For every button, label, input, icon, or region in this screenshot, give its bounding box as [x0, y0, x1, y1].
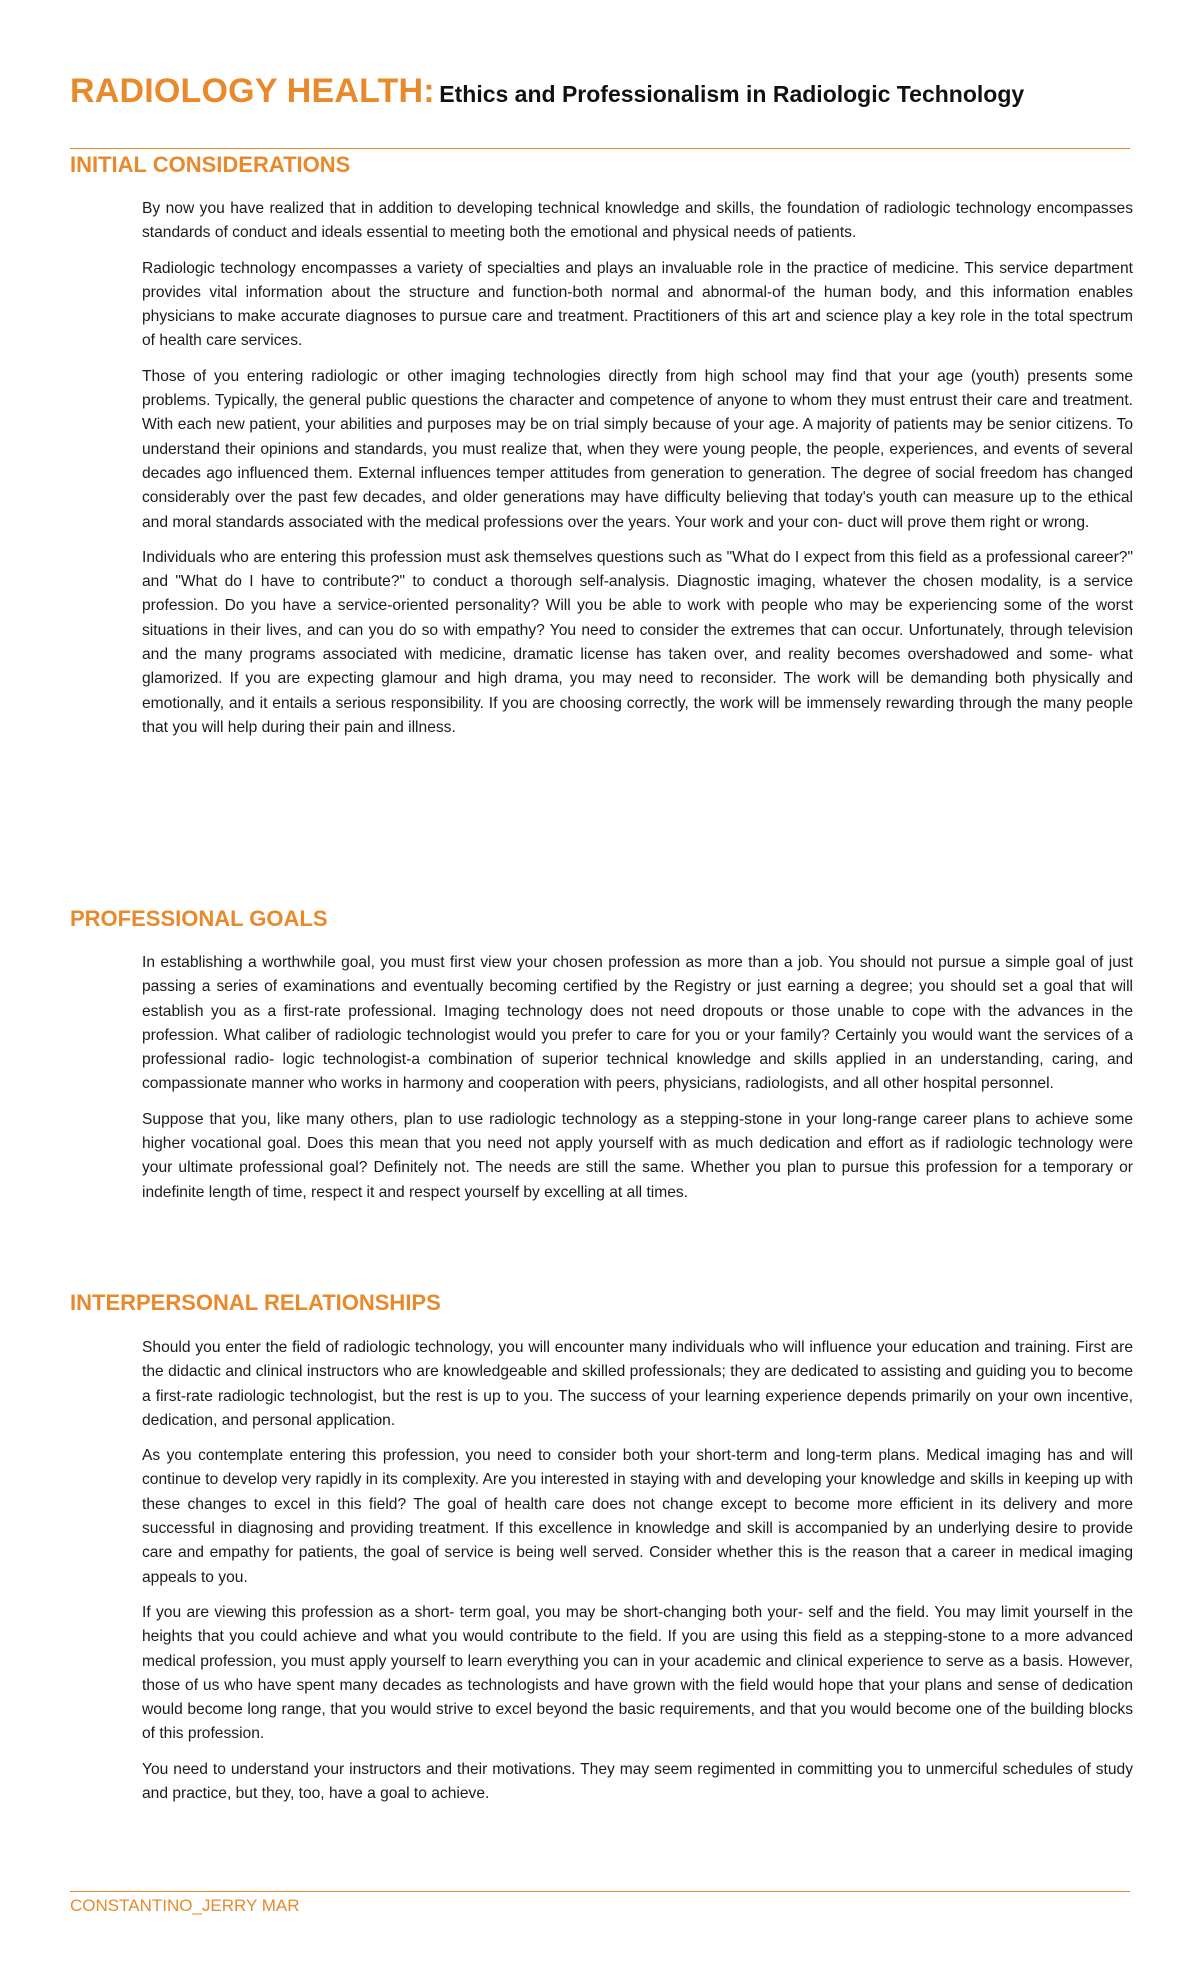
page-header: [70, 72, 1130, 111]
paragraph: If you are viewing this profession as a short- term goal, you may be short-changing both your- self and the field. You may limit yourself in the heights that you could achieve and what you would contribute to the field. If you are using this field as a stepping-stone to a more advanced medical profession, you must apply yourself to learn everything you can in your academic and clinical experience to serve as a basis. However, those of us who have spent many decades as technologists and have grown with the field would hope that your plans and sense of dedication would become long range, that you would strive to excel beyond the basic requirements, and that you would become one of the building blocks of this profession.: [142, 1603, 1133, 1743]
section-body-professional-goals: [142, 951, 1133, 1216]
paragraph: Radiologic technology encompasses a variety of specialties and plays an invaluable role in the practice of medicine. This service department provides vital information about the structure and function-both normal and abnormal-of the human body, and this information enables physicians to make accurate diagnoses to pursue care and treatment. Practitioners of this art and science play a key role in the total spectrum of health care services.: [142, 259, 1133, 350]
section-heading-professional-goals: PROFESSIONAL GOALS: [70, 906, 328, 931]
paragraph: You need to understand your instructors and their motivations. They may seem regimented in committing you to unmerciful schedules of study and practice, but they, too, have a goal to achieve.: [142, 1760, 1133, 1803]
paragraph: As you contemplate entering this profession, you need to consider both your short-term and long-term plans. Medical imaging has and will continue to develop very rapidly in its complexity. Are you interested in staying with and developing your knowledge and skills in keeping up with these changes to excel in this field? The goal of health care does not change except to become more efficient in its delivery and more successful in diagnosing and providing treatment. If this excellence in knowledge and skill is accompanied by an underlying desire to provide care and empathy for patients, the goal of service is being well served. Consider whether this is the reason that a career in medical imaging appeals to you.: [142, 1447, 1133, 1586]
paragraph: Should you enter the field of radiologic technology, you will encounter many individuals who will influence your education and training. First are the didactic and clinical instructors who are knowledgeable and skilled professionals; they are dedicated to assisting and guiding you to become a first-rate radiologic technologist, but the rest is up to you. The success of your learning experience depends primarily on your own incentive, dedication, and personal application.: [142, 1339, 1133, 1429]
document-brand-title: RADIOLOGY HEALTH:: [70, 72, 435, 110]
document-subtitle: Ethics and Professionalism in Radiologic Technology: [439, 81, 1025, 107]
paragraph: In establishing a worthwhile goal, you must first view your chosen profession as more than a job. You should not pursue a simple goal of just passing a series of examinations and eventually becoming certified by the Registry or just earning a degree; you should set a goal that will establish you as a first-rate professional. Imaging technology does not need dropouts or those unable to cope with the advances in the profession. What caliber of radiologic technologist would you prefer to care for you or your family? Certainly you would want the services of a professional radio- logic technologist-a combination of superior technical knowledge and skills applied in an understanding, caring, and compassionate manner who works in harmony and cooperation with peers, physicians, radiologists, and all other hospital personnel.: [142, 954, 1133, 1093]
paragraph: Suppose that you, like many others, plan to use radiologic technology as a stepping-stone in your long-range career plans to achieve some higher vocational goal. Does this mean that you need not apply yourself with as much dedication and effort as if radiologic technology were your ultimate professional goal? Definitely not. The needs are still the same. Whether you plan to pursue this profession for a temporary or indefinite length of time, respect it and respect yourself by excelling at all times.: [142, 1110, 1133, 1201]
paragraph: Those of you entering radiologic or other imaging technologies directly from high school may find that your age (youth) presents some problems. Typically, the general public questions the character and competence of anyone to whom they must entrust their care and treatment. With each new patient, your abilities and purposes may be on trial simply because of your age. A majority of patients may be senior citizens. To understand their opinions and standards, you must realize that, when they were young people, the people, experiences, and events of several decades ago influenced them. External influences temper attitudes from generation to generation. The degree of social freedom has changed considerably over the past few decades, and older generations may have difficulty believing that today's youth can measure up to the ethical and moral standards associated with the medical professions over the years. Your work and your con- duct will prove them right or wrong.: [142, 367, 1133, 531]
paragraph: Individuals who are entering this profession must ask themselves questions such as "What do I expect from this field as a professional career?" and "What do I have to contribute?" to conduct a thorough self-analysis. Diagnostic imaging, whatever the chosen modality, is a service profession. Do you have a service-oriented personality? Will you be able to work with people who may be experiencing some of the worst situations in their lives, and can you do so with empathy? You need to consider the extremes that can occur. Unfortunately, through television and the many programs associated with medicine, dramatic license has taken over, and reality becomes overshadowed and some- what glamorized. If you are expecting glamour and high drama, you may need to reconsider. The work will be demanding both physically and emotionally, and it entails a serious responsibility. If you are choosing correctly, the work will be immensely rewarding through the many people that you will help during their pain and illness.: [142, 548, 1133, 736]
paragraph: By now you have realized that in addition to developing technical knowledge and skills, the foundation of radiologic technology encompasses standards of conduct and ideals essential to meeting both the emotional and physical needs of patients.: [142, 200, 1133, 242]
section-body-interpersonal-relationships: [142, 1336, 1133, 1817]
footer-divider: [70, 1891, 1130, 1892]
footer-author: CONSTANTINO_JERRY MAR: [70, 1896, 300, 1915]
section-heading-interpersonal-relationships: INTERPERSONAL RELATIONSHIPS: [70, 1290, 441, 1315]
header-divider: [70, 148, 1130, 149]
section-body-initial-considerations: [142, 197, 1133, 751]
section-heading-initial-considerations: INITIAL CONSIDERATIONS: [70, 152, 351, 177]
